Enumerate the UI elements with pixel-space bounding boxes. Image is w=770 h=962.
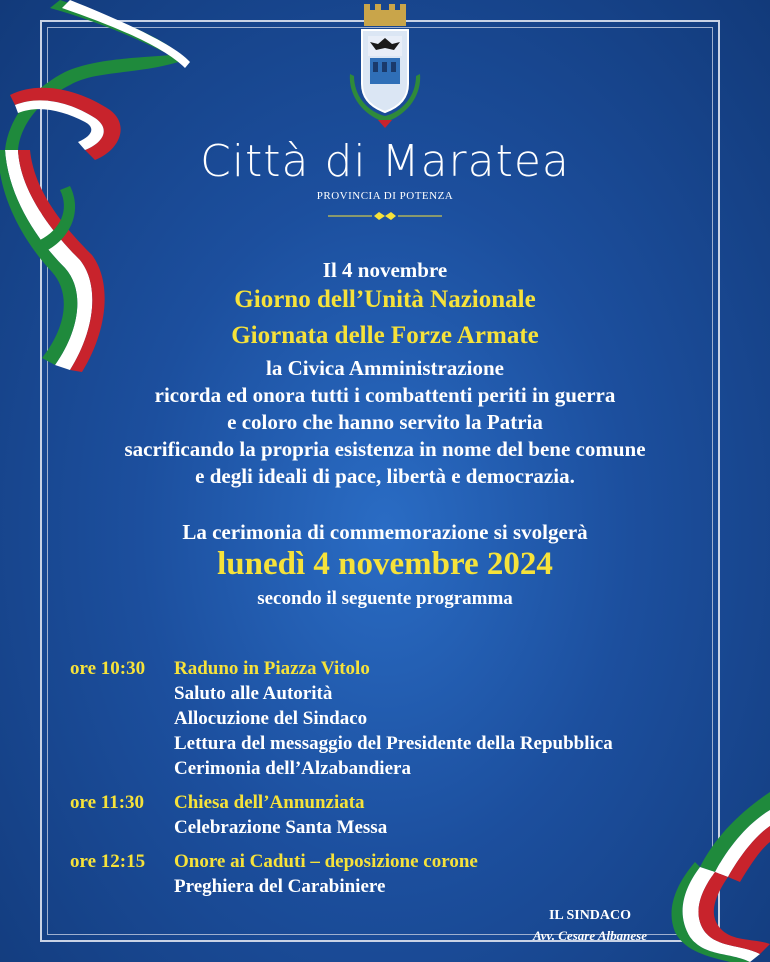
program-title: Onore ai Caduti – deposizione corone xyxy=(174,851,478,872)
program-time: ore 10:30 xyxy=(70,658,146,679)
intro-line: e degli ideali di pace, libertà e democrazia. xyxy=(195,464,575,488)
date-intro: Il 4 novembre xyxy=(322,258,448,282)
ceremony-date: lunedì 4 novembre 2024 xyxy=(217,546,553,582)
intro-line: sacrificando la propria esistenza in nome del bene comune xyxy=(124,437,646,461)
program-title: Chiesa dell’Annunziata xyxy=(174,792,365,813)
ceremony-announcement: La cerimonia di commemorazione si svolgerà xyxy=(182,520,588,544)
headline-unity-day: Giorno dell’Unità Nazionale xyxy=(234,286,536,313)
program-time: ore 11:30 xyxy=(70,792,145,813)
headline-armed-forces-day: Giornata delle Forze Armate xyxy=(231,322,539,349)
intro-line: la Civica Amministrazione xyxy=(266,356,504,380)
program-item: Cerimonia dell’Alzabandiera xyxy=(174,758,411,779)
italian-flag-ribbon-right xyxy=(660,792,770,962)
program-intro: secondo il seguente programma xyxy=(257,588,513,609)
ornamental-divider xyxy=(328,210,442,222)
program-title: Raduno in Piazza Vitolo xyxy=(174,658,370,679)
maratea-coat-of-arms xyxy=(338,4,432,130)
program-item: Preghiera del Carabiniere xyxy=(174,876,386,897)
city-title: Città di Maratea xyxy=(200,136,570,187)
signature-role: IL SINDACO xyxy=(548,908,632,923)
program-item: Allocuzione del Sindaco xyxy=(174,708,368,729)
program-item: Celebrazione Santa Messa xyxy=(174,817,388,838)
program-item: Saluto alle Autorità xyxy=(174,683,333,704)
intro-line: ricorda ed onora tutti i combattenti periti in guerra xyxy=(154,383,616,407)
signature-name: Avv. Cesare Albanese xyxy=(533,928,647,943)
program-item: Lettura del messaggio del Presidente della Repubblica xyxy=(174,733,613,754)
intro-line: e coloro che hanno servito la Patria xyxy=(227,410,543,434)
program-time: ore 12:15 xyxy=(70,851,146,872)
province-label: PROVINCIA DI POTENZA xyxy=(316,190,454,202)
